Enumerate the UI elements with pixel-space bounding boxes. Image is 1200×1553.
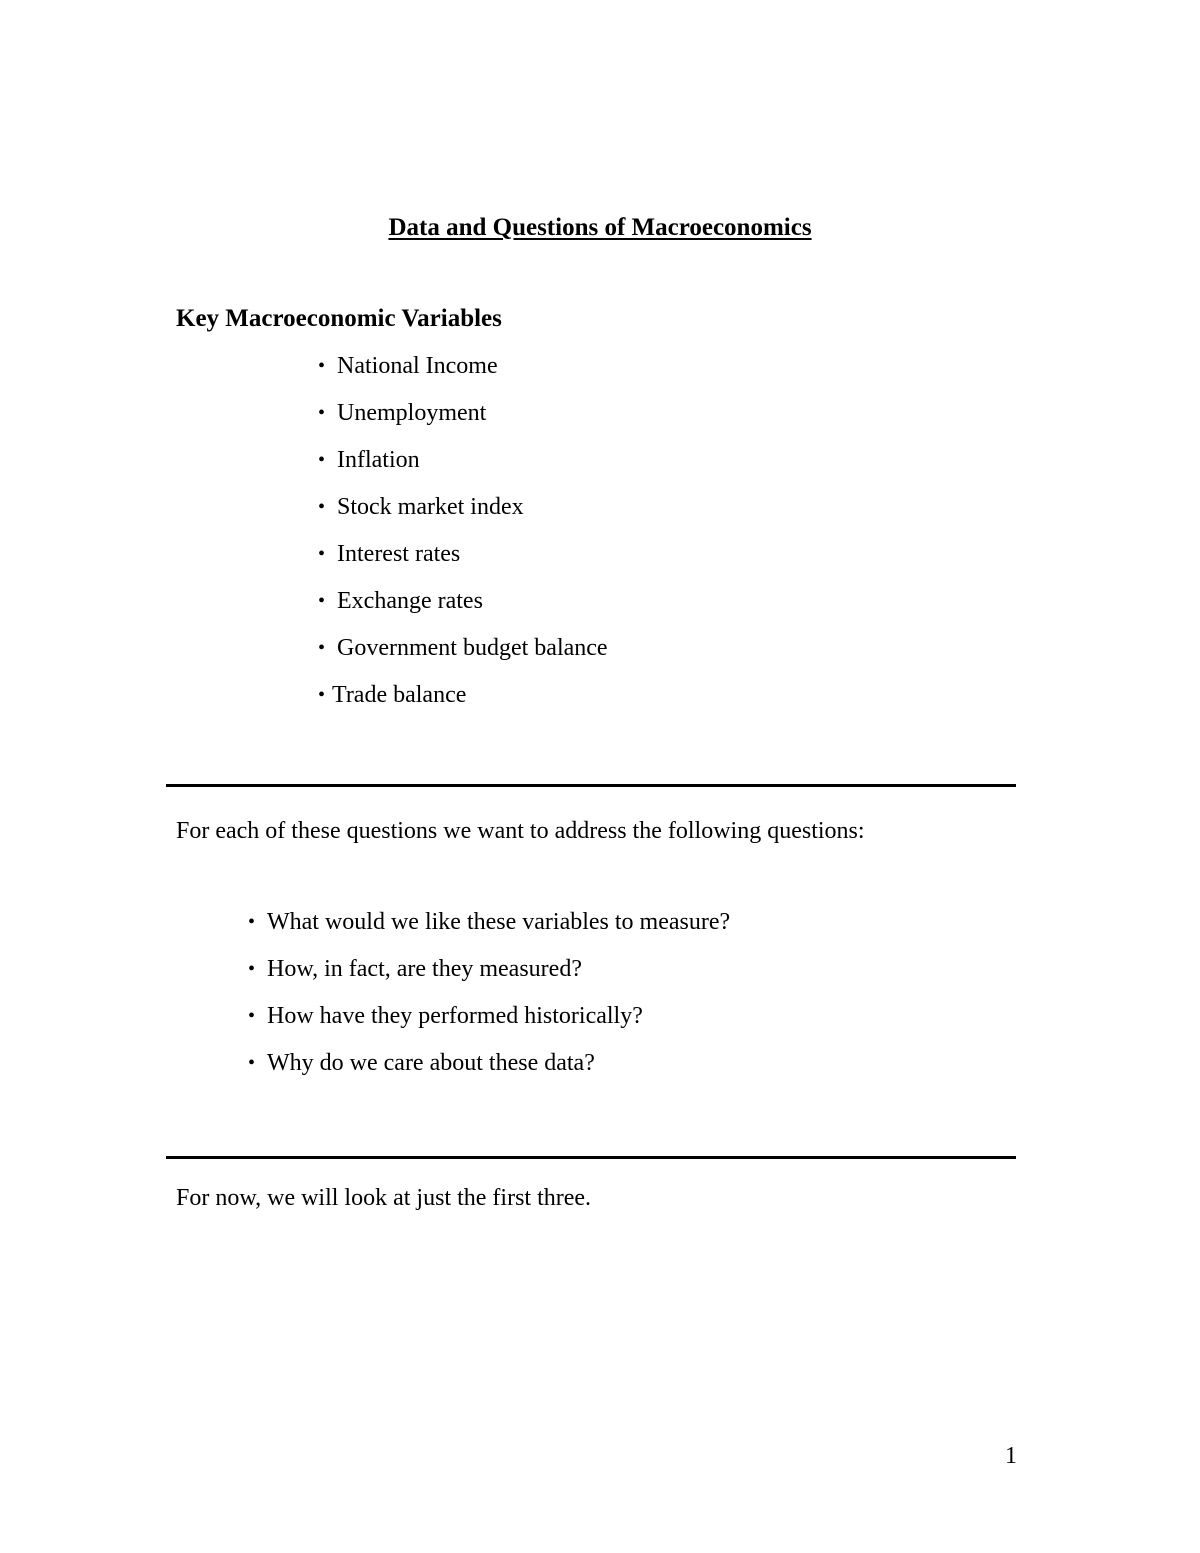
list-item-text: Stock market index [337,494,524,520]
bullet-icon: • [318,543,326,565]
horizontal-divider [166,1156,1016,1159]
bullet-icon: • [318,684,326,706]
questions-intro: For each of these questions we want to address the following questions: [176,818,865,844]
page-title: Data and Questions of Macroeconomics [388,214,812,241]
list-item-text: Exchange rates [337,588,483,614]
list-item [318,444,608,491]
list-item [248,953,730,1000]
bullet-icon: • [318,355,326,377]
bullet-icon: • [318,402,326,424]
page-number: 1 [1005,1443,1017,1469]
list-item-text: Inflation [337,447,420,473]
bullet-icon: • [248,911,256,933]
list-item [318,585,608,632]
list-item [318,491,608,538]
closing-note: For now, we will look at just the first three. [176,1185,592,1211]
list-item [318,397,608,444]
list-item [318,632,608,679]
horizontal-divider [166,784,1016,787]
list-item-text: What would we like these variables to measure? [267,909,731,935]
questions-list [248,906,730,1094]
bullet-icon: • [318,449,326,471]
bullet-icon: • [318,637,326,659]
list-item-text: How have they performed historically? [267,1003,643,1029]
bullet-icon: • [318,496,326,518]
bullet-icon: • [248,1052,256,1074]
list-item-text: Government budget balance [337,635,608,661]
list-item [318,350,608,397]
list-item-text: Trade balance [332,682,467,708]
bullet-icon: • [248,1005,256,1027]
bullet-icon: • [248,958,256,980]
list-item [248,1000,730,1047]
list-item [318,679,608,726]
bullet-icon: • [318,590,326,612]
list-item-text: Unemployment [337,400,487,426]
list-item-text: Interest rates [337,541,461,567]
section-heading: Key Macroeconomic Variables [176,305,502,332]
list-item-text: National Income [337,353,498,379]
variables-list [318,350,608,726]
list-item [318,538,608,585]
list-item [248,1047,730,1094]
list-item-text: How, in fact, are they measured? [267,956,582,982]
list-item [248,906,730,953]
list-item-text: Why do we care about these data? [267,1050,595,1076]
